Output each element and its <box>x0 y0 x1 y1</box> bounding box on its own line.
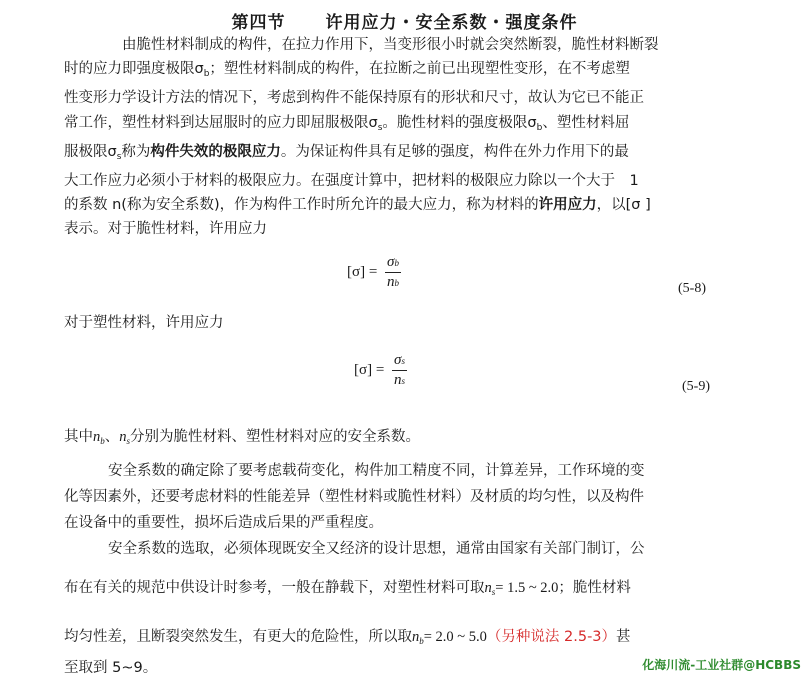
eq1-fraction: $\frac{\sigma b}{nb}$ <box>387 254 399 290</box>
ns-range: = 1.5 ~ 2.0 <box>495 580 559 596</box>
p1-line-2: 时的应力即强度极限$\sigma_b$；塑性材料制成的构件，在拉断之前已出现塑性变形，在不考虑塑 <box>64 61 630 80</box>
p1-line-3: 性变形力学设计方法的情况下，考虑到构件不能保持原有的形状和尺寸，故认为它已不能正 <box>64 90 644 107</box>
p1-line-7: 的系数 n(称为安全系数)，作为构件工作时所允许的最大应力，称为材料的许用应力，以[σ ] <box>64 197 651 214</box>
nb-range: = 2.0 ~ 5.0 <box>423 629 487 645</box>
limit-stress-term: 构件失效的极限应力 <box>150 143 281 160</box>
eq2-fraction: $\frac{\sigma s}{ns}$ <box>394 352 406 388</box>
paragraph-1 <box>64 33 744 242</box>
section-heading: 许用应力・安全系数・强度条件 <box>325 13 578 33</box>
paragraph-5-line-1: 安全系数的选取，必须体现既安全又经济的设计思想，通常由国家有关部门制订，公 <box>108 541 645 557</box>
watermark: 化海川流-工业社群@HCBBS <box>642 658 801 672</box>
equation-5-9 <box>354 352 407 389</box>
eq1-lhs: [σ] = <box>347 263 378 280</box>
paragraph-5-line-3: 均匀性差，且断裂突然发生，有更大的危险性，所以取$n_b= 2.0$ ~ 5.0（另种说法 2.5-3）甚 <box>64 629 631 646</box>
eq2-lhs: [σ] = <box>354 361 385 378</box>
p1-line-5: 服极限$\sigma_s$称为构件失效的极限应力。为保证构件具有足够的强度，构件在外力作用下的最 <box>64 143 629 162</box>
equation-number-5-8: (5-8) <box>678 281 706 296</box>
paragraph-5-line-4: 至取到 5~9。 <box>64 660 158 676</box>
section-number: 第四节 <box>231 13 286 33</box>
p1-line-8: 表示。对于脆性材料，许用应力 <box>64 221 267 238</box>
alternative-note: （另种说法 2.5-3） <box>486 629 617 645</box>
equation-5-8 <box>347 254 401 291</box>
paragraph-5-line-2: 布在有关的规范中供设计时参考，一般在静载下，对塑性材料可取$n_s= 1.5$ ~ 2.0；脆性材料 <box>64 580 631 597</box>
p1-line-1: 由脆性材料制成的构件，在拉力作用下，当变形很小时就会突然断裂，脆性材料断裂 <box>122 37 659 53</box>
paragraph-3: 其中$n_b$、$n_s$分别为脆性材料、塑性材料对应的安全系数。 <box>64 429 421 446</box>
p1-line-4: 常工作，塑性材料到达屈服时的应力即屈服极限$\sigma_s$。脆性材料的强度极限$\sigma_b$、塑性材料屈 <box>64 114 630 133</box>
section-title <box>0 8 809 33</box>
p1-line-6: 大工作应力必须小于材料的极限应力。在强度计算中，把材料的极限应力除以一个大于 1 <box>64 173 639 190</box>
equation-number-5-9: (5-9) <box>682 379 710 394</box>
allowable-stress-term: 许用应力 <box>538 197 597 214</box>
paragraph-2: 对于塑性材料，许用应力 <box>64 315 224 331</box>
paragraph-4: 安全系数的确定除了要考虑载荷变化，构件加工精度不同，计算差异，工作环境的变 化等因素外，还要考虑材料的性能差异（塑性材料或脆性材料）及材质的均匀性，以及构件 在设备中的重要性，损坏后造成后果的严重程度。 <box>64 463 645 531</box>
